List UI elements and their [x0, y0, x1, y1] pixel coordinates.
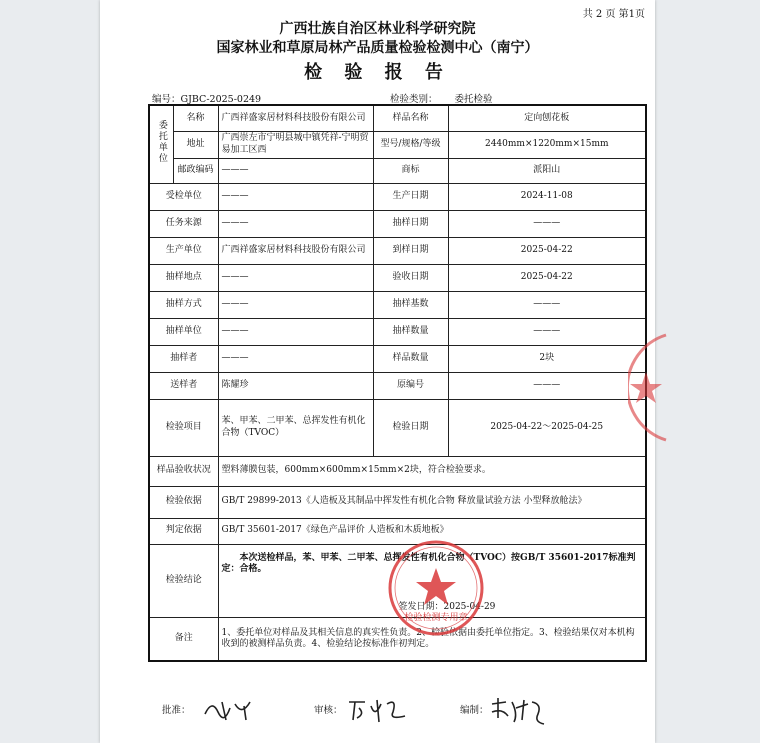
- org-line-2: 国家林业和草原局林产品质量检验检测中心（南宁）: [216, 40, 539, 56]
- client-name-label: 名称: [173, 105, 218, 131]
- test-date-value: 2025-04-22～2025-04-25: [448, 399, 646, 456]
- table-row: [149, 210, 646, 237]
- review-label: 审核：: [314, 705, 343, 716]
- brand-label: 商标: [373, 158, 448, 183]
- remarks-label: 备注: [149, 617, 218, 661]
- client-name-value: 广西祥盛家居材料科技股份有限公司: [218, 105, 373, 131]
- reviewer-signature: [345, 694, 415, 726]
- inspection-stamp: [386, 538, 486, 638]
- acceptance-value: 塑料薄膜包装，600mm×600mm×15mm×2块，符合检验要求。: [218, 456, 646, 486]
- test-items-value: 苯、甲苯、二甲苯、总挥发性有机化合物（TVOC）: [218, 399, 373, 456]
- inspection-type-label: 检验类别：: [390, 94, 438, 105]
- brand-value: 派阳山: [448, 158, 646, 183]
- row-value-right: 2024-11-08: [448, 183, 646, 210]
- row-label-right: 到样日期: [373, 237, 448, 264]
- issue-date: 签发日期：2025-04-29: [398, 602, 496, 613]
- row-label-right: 原编号: [373, 372, 448, 399]
- row-value-right: ———: [448, 291, 646, 318]
- inspection-type-value: 委托检验: [454, 94, 493, 105]
- stamp-text: 检验检测专用章: [404, 613, 468, 623]
- client-postcode-value: ———: [218, 158, 373, 183]
- judge-label: 判定依据: [149, 518, 218, 544]
- conclusion-text: 本次送检样品，苯、甲苯、二甲苯、总挥发性有机化合物（TVOC）按GB/T 35601-2017标准判定：合格。: [221, 552, 636, 574]
- table-row: [149, 318, 646, 345]
- approver-signature: [200, 694, 260, 724]
- row-label-left: 任务来源: [149, 210, 218, 237]
- report-title: 检 验 报 告: [304, 62, 451, 83]
- row-label-left: 抽样地点: [149, 264, 218, 291]
- row-value-left: ———: [218, 291, 373, 318]
- approve-label: 批准：: [162, 705, 191, 716]
- table-row: [149, 345, 646, 372]
- edge-stamp: [628, 330, 668, 445]
- row-label-left: 抽样单位: [149, 318, 218, 345]
- sample-spec-label: 型号/规格/等级: [373, 131, 448, 158]
- client-address-label: 地址: [173, 131, 218, 158]
- sample-name-label: 样品名称: [373, 105, 448, 131]
- row-value-left: ———: [218, 264, 373, 291]
- row-label-right: 验收日期: [373, 264, 448, 291]
- table-row: [149, 372, 646, 399]
- row-value-left: 广西祥盛家居材料科技股份有限公司: [218, 237, 373, 264]
- acceptance-label: 样品验收状况: [149, 456, 218, 486]
- report-sheet: [100, 0, 655, 743]
- remarks-text: 1、委托单位对样品及其相关信息的真实性负责。2、检验依据由委托单位指定。3、检验结果仅对本机构收到的被测样品负责。4、检验结论按标准作初判定。: [218, 617, 646, 661]
- row-value-right: 2025-04-22: [448, 264, 646, 291]
- row-label-right: 样品数量: [373, 345, 448, 372]
- row-value-left: ———: [218, 318, 373, 345]
- row-label-right: 生产日期: [373, 183, 448, 210]
- row-value-left: 陈耀珍: [218, 372, 373, 399]
- table-row: [149, 237, 646, 264]
- compiler-signature: [488, 694, 548, 728]
- row-value-left: ———: [218, 183, 373, 210]
- row-label-right: 抽样数量: [373, 318, 448, 345]
- org-line-1: 广西壮族自治区林业科学研究院: [279, 21, 476, 37]
- basis-value: GB/T 29899-2013《人造板及其制品中挥发性有机化合物 释放量试验方法 小型释放舱法》: [218, 486, 646, 518]
- client-postcode-label: 邮政编码: [173, 158, 218, 183]
- sample-name-value: 定向刨花板: [448, 105, 646, 131]
- sample-spec-value: 2440mm×1220mm×15mm: [448, 131, 646, 158]
- row-value-right: 2块: [448, 345, 646, 372]
- basis-label: 检验依据: [149, 486, 218, 518]
- test-items-label: 检验项目: [149, 399, 218, 456]
- row-value-left: ———: [218, 210, 373, 237]
- row-value-right: 2025-04-22: [448, 237, 646, 264]
- report-number: 编号：GJBC-2025-0249: [152, 94, 262, 105]
- row-label-left: 抽样者: [149, 345, 218, 372]
- table-row: [149, 291, 646, 318]
- row-label-right: 抽样日期: [373, 210, 448, 237]
- row-value-right: ———: [448, 318, 646, 345]
- page-number: 共 2 页 第1页: [582, 9, 645, 20]
- test-date-label: 检验日期: [373, 399, 448, 456]
- row-label-left: 送样者: [149, 372, 218, 399]
- row-label-right: 抽样基数: [373, 291, 448, 318]
- row-value-left: ———: [218, 345, 373, 372]
- row-value-right: ———: [448, 210, 646, 237]
- client-address-value: 广西崇左市宁明县城中镇凭祥-宁明贸易加工区西: [218, 131, 373, 158]
- row-label-left: 受检单位: [149, 183, 218, 210]
- judge-value: GB/T 35601-2017《绿色产品评价 人造板和木质地板》: [218, 518, 646, 544]
- inspection-type: [390, 91, 493, 105]
- client-group-label: 委托单位: [149, 105, 173, 183]
- row-label-left: 生产单位: [149, 237, 218, 264]
- row-label-left: 抽样方式: [149, 291, 218, 318]
- row-value-right: ———: [448, 372, 646, 399]
- compile-label: 编制：: [460, 705, 489, 716]
- table-row: [149, 183, 646, 210]
- conclusion-label: 检验结论: [149, 544, 218, 617]
- table-row: [149, 264, 646, 291]
